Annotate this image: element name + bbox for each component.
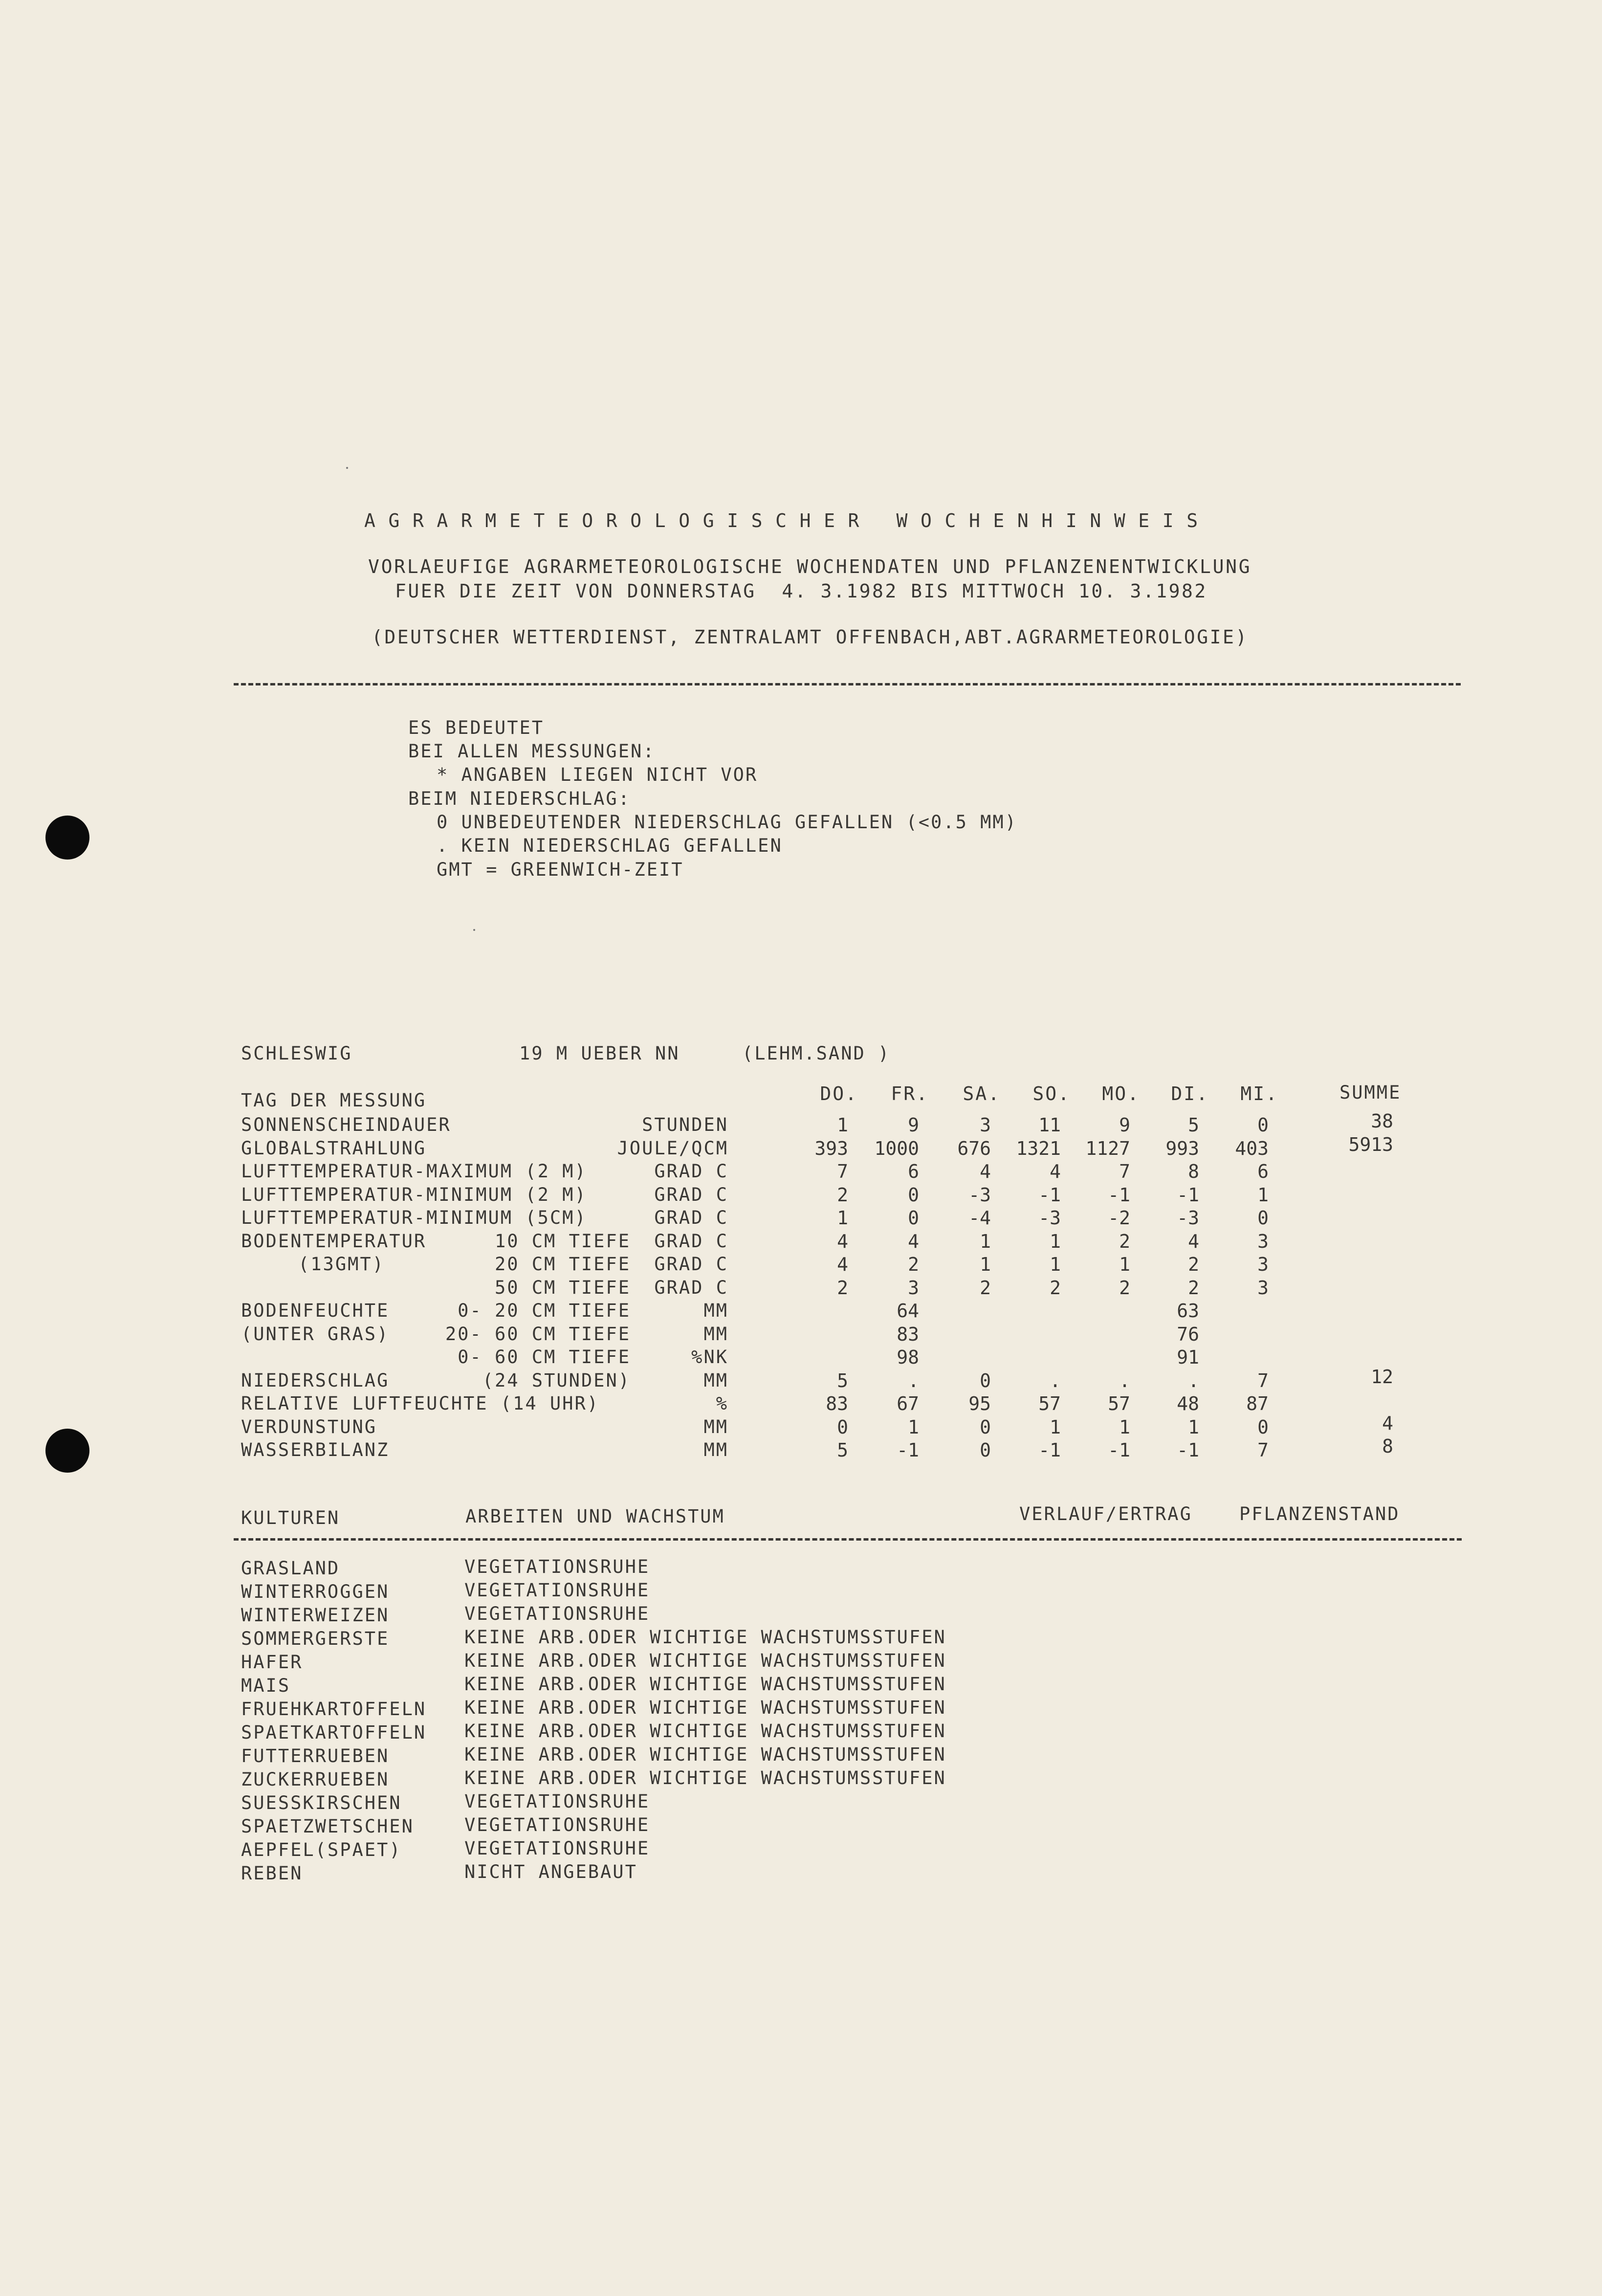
station-elevation: 19 M UEBER NN [519, 1043, 680, 1064]
measure-unit: % [716, 1393, 728, 1414]
measure-value: . [1050, 1370, 1061, 1391]
measure-value: 0 [908, 1207, 919, 1229]
legend-no-precip: . KEIN NIEDERSCHLAG GEFALLEN [437, 835, 783, 856]
measure-value: 7 [1257, 1439, 1269, 1461]
measure-value: 2 [837, 1277, 848, 1299]
crop-status: NICHT ANGEBAUT [464, 1861, 637, 1882]
measure-value: 1 [980, 1231, 991, 1252]
measure-value: 0 [1257, 1114, 1269, 1136]
crop-name: WINTERWEIZEN [241, 1605, 390, 1626]
measure-label: (13GMT) [298, 1254, 385, 1275]
legend-precip-heading: BEIM NIEDERSCHLAG: [408, 788, 631, 809]
measure-value: 57 [1038, 1393, 1061, 1414]
crop-status: VEGETATIONSRUHE [464, 1556, 650, 1577]
measure-value: -4 [968, 1207, 991, 1229]
crop-name: REBEN [241, 1863, 303, 1884]
measure-unit: GRAD C [654, 1207, 728, 1228]
measure-value: 2 [1119, 1277, 1130, 1299]
crops-col-verlauf: VERLAUF/ERTRAG [1019, 1503, 1192, 1524]
legend-heading: ES BEDEUTET [408, 717, 545, 738]
measure-value: 1 [1119, 1254, 1130, 1275]
measure-sublabel: 20- 60 CM TIEFE [445, 1324, 631, 1345]
day-header: DI. [1171, 1083, 1209, 1104]
measure-value: . [1188, 1370, 1199, 1391]
measure-sum: 5913 [1348, 1134, 1393, 1155]
measure-value: 7 [1119, 1161, 1130, 1182]
measure-value: 3 [908, 1277, 919, 1299]
measure-label: BODENTEMPERATUR [241, 1231, 427, 1252]
measure-value: 5 [837, 1439, 848, 1461]
crop-name: WINTERROGGEN [241, 1581, 390, 1602]
measure-value: 9 [908, 1114, 919, 1136]
crop-status: KEINE ARB.ODER WICHTIGE WACHSTUMSSTUFEN [464, 1627, 946, 1648]
measure-value: 7 [1257, 1370, 1269, 1391]
measure-value: 4 [980, 1161, 991, 1182]
measure-value: 1321 [1016, 1138, 1061, 1159]
measure-unit: GRAD C [654, 1231, 728, 1252]
measure-value: 2 [1050, 1277, 1061, 1299]
measure-unit: GRAD C [654, 1184, 728, 1205]
measure-value: 1 [1257, 1184, 1269, 1206]
measure-label: WASSERBILANZ [241, 1439, 390, 1460]
divider-line [234, 683, 1461, 685]
measure-value: 1 [1050, 1231, 1061, 1252]
measure-value: -1 [1038, 1184, 1061, 1206]
measure-label: SONNENSCHEINDAUER [241, 1114, 451, 1135]
measure-unit: GRAD C [654, 1161, 728, 1182]
measure-value: 98 [897, 1347, 919, 1368]
measure-value: 1 [837, 1207, 848, 1229]
measure-unit: STUNDEN [642, 1114, 728, 1135]
measure-value: 7 [837, 1161, 848, 1182]
measure-value: 0 [1257, 1416, 1269, 1438]
measure-sublabel: 20 CM TIEFE [494, 1254, 631, 1275]
crop-name: GRASLAND [241, 1558, 340, 1579]
measure-value: 87 [1246, 1393, 1269, 1414]
document-subtitle-line2: FUER DIE ZEIT VON DONNERSTAG 4. 3.1982 BIS MITTWOCH 10. 3.1982 [395, 580, 1207, 602]
measure-value: 4 [1188, 1231, 1199, 1252]
measure-value: 0 [980, 1416, 991, 1438]
crop-name: MAIS [241, 1675, 291, 1696]
measure-value: 2 [1188, 1277, 1199, 1299]
measure-value: 5 [1188, 1114, 1199, 1136]
measure-label: LUFTTEMPERATUR-MAXIMUM (2 M) [241, 1161, 587, 1182]
measure-value: 2 [837, 1184, 848, 1206]
measure-value: 1 [1050, 1416, 1061, 1438]
measure-value: 3 [1257, 1277, 1269, 1299]
measure-value: 0 [980, 1370, 991, 1391]
crop-name: HAFER [241, 1652, 303, 1673]
measure-value: -1 [1108, 1439, 1130, 1461]
measure-value: 0 [908, 1184, 919, 1206]
crop-status: VEGETATIONSRUHE [464, 1580, 650, 1601]
legend-all-measurements: BEI ALLEN MESSUNGEN: [408, 741, 656, 762]
measure-sublabel: 10 CM TIEFE [494, 1231, 631, 1252]
legend-insignificant-precip: 0 UNBEDEUTENDER NIEDERSCHLAG GEFALLEN (<0.5 MM) [437, 812, 1017, 833]
measure-value: 2 [1188, 1254, 1199, 1275]
measure-label: GLOBALSTRAHLUNG [241, 1138, 427, 1159]
measure-value: 0 [837, 1416, 848, 1438]
measure-unit: MM [703, 1324, 728, 1345]
measure-value: -3 [1177, 1207, 1199, 1229]
measure-value: 4 [1050, 1161, 1061, 1182]
measure-value: 83 [826, 1393, 848, 1414]
measure-value: 1 [1119, 1416, 1130, 1438]
measure-value: 0 [980, 1439, 991, 1461]
measure-value: 1127 [1085, 1138, 1130, 1159]
measure-unit: MM [703, 1439, 728, 1460]
punch-hole-top [45, 816, 89, 860]
measure-unit: GRAD C [654, 1254, 728, 1275]
measure-value: 9 [1119, 1114, 1130, 1136]
measure-unit: JOULE/QCM [617, 1138, 728, 1159]
day-header: DO. [820, 1083, 858, 1104]
measure-unit: MM [703, 1370, 728, 1391]
crop-name: ZUCKERRUEBEN [241, 1769, 390, 1790]
crop-status: VEGETATIONSRUHE [464, 1814, 650, 1835]
measure-value: -3 [1038, 1207, 1061, 1229]
measure-label: LUFTTEMPERATUR-MINIMUM (2 M) [241, 1184, 587, 1205]
measure-sublabel: 0- 60 CM TIEFE [458, 1347, 631, 1368]
measure-value: 1 [908, 1416, 919, 1438]
crop-status: KEINE ARB.ODER WICHTIGE WACHSTUMSSTUFEN [464, 1650, 946, 1671]
crop-status: VEGETATIONSRUHE [464, 1838, 650, 1859]
measure-value: 403 [1235, 1138, 1269, 1159]
crop-status: VEGETATIONSRUHE [464, 1603, 650, 1624]
measure-sublabel: (24 STUNDEN) [482, 1370, 631, 1391]
measure-value: 4 [837, 1254, 848, 1275]
measure-value: 5 [837, 1370, 848, 1391]
day-header: SA. [963, 1083, 1001, 1104]
measure-value: 11 [1038, 1114, 1061, 1136]
crop-name: FUTTERRUEBEN [241, 1745, 390, 1766]
measure-value: 83 [897, 1324, 919, 1345]
measure-value: 6 [908, 1161, 919, 1182]
measure-label: BODENFEUCHTE [241, 1300, 390, 1321]
measure-value: . [1119, 1370, 1130, 1391]
crop-status: VEGETATIONSRUHE [464, 1791, 650, 1812]
measure-label: NIEDERSCHLAG [241, 1370, 390, 1391]
measure-value: 57 [1108, 1393, 1130, 1414]
measure-value: . [908, 1370, 919, 1391]
crops-divider-line [234, 1538, 1462, 1541]
measure-sublabel: 0- 20 CM TIEFE [458, 1300, 631, 1321]
measure-value: 67 [897, 1393, 919, 1414]
measure-label: LUFTTEMPERATUR-MINIMUM (5CM) [241, 1207, 587, 1228]
crop-status: KEINE ARB.ODER WICHTIGE WACHSTUMSSTUFEN [464, 1674, 946, 1695]
crops-col-stand: PFLANZENSTAND [1239, 1503, 1400, 1524]
measure-unit: MM [703, 1416, 728, 1437]
measure-unit: %NK [691, 1347, 728, 1368]
document-source: (DEUTSCHER WETTERDIENST, ZENTRALAMT OFFENBACH,ABT.AGRARMETEOROLOGIE) [372, 626, 1249, 648]
crop-name: SPAETKARTOFFELN [241, 1722, 427, 1743]
measure-value: 2 [1119, 1231, 1130, 1252]
measure-label: VERDUNSTUNG [241, 1416, 377, 1437]
measure-value: -1 [1108, 1184, 1130, 1206]
measure-value: -1 [1038, 1439, 1061, 1461]
crops-col-kulturen: KULTUREN [241, 1507, 340, 1528]
measure-sum: 12 [1371, 1366, 1393, 1388]
measure-value: -2 [1108, 1207, 1130, 1229]
measure-label: (UNTER GRAS) [241, 1324, 390, 1345]
crops-col-arbeiten: ARBEITEN UND WACHSTUM [465, 1506, 725, 1527]
crop-name: FRUEHKARTOFFELN [241, 1699, 427, 1720]
crop-status: KEINE ARB.ODER WICHTIGE WACHSTUMSSTUFEN [464, 1721, 946, 1742]
measure-value: 64 [897, 1300, 919, 1322]
measure-value: 6 [1257, 1161, 1269, 1182]
measure-value: 2 [908, 1254, 919, 1275]
crop-status: KEINE ARB.ODER WICHTIGE WACHSTUMSSTUFEN [464, 1767, 946, 1788]
measure-value: 1 [1050, 1254, 1061, 1275]
measure-sublabel: 50 CM TIEFE [494, 1277, 631, 1298]
measure-sum: 38 [1371, 1110, 1393, 1132]
measure-value: 993 [1165, 1138, 1199, 1159]
measure-value: 4 [837, 1231, 848, 1252]
measure-value: 1000 [874, 1138, 919, 1159]
paper-speck [473, 929, 475, 931]
document-subtitle-line1: VORLAEUFIGE AGRARMETEOROLOGISCHE WOCHENDATEN UND PFLANZENENTWICKLUNG [368, 556, 1252, 577]
day-header: SO. [1032, 1083, 1071, 1104]
crop-name: SUESSKIRSCHEN [241, 1792, 402, 1813]
measure-unit: GRAD C [654, 1277, 728, 1298]
measure-value: -3 [968, 1184, 991, 1206]
station-name: SCHLESWIG [241, 1043, 352, 1064]
day-header: FR. [891, 1083, 929, 1104]
measure-value: 1 [1188, 1416, 1199, 1438]
legend-not-available: * ANGABEN LIEGEN NICHT VOR [437, 764, 758, 785]
measure-value: 1 [980, 1254, 991, 1275]
measure-value: 3 [1257, 1231, 1269, 1252]
crop-name: SOMMERGERSTE [241, 1628, 390, 1649]
measure-value: 8 [1188, 1161, 1199, 1182]
crop-name: SPAETZWETSCHEN [241, 1816, 414, 1837]
measure-value: -1 [1177, 1439, 1199, 1461]
measure-sum: 8 [1382, 1435, 1393, 1457]
measure-value: 2 [980, 1277, 991, 1299]
measure-value: -1 [1177, 1184, 1199, 1206]
station-soil: (LEHM.SAND ) [742, 1043, 891, 1064]
crop-status: KEINE ARB.ODER WICHTIGE WACHSTUMSSTUFEN [464, 1744, 946, 1765]
day-header: MO. [1102, 1083, 1140, 1104]
measure-value: 91 [1177, 1347, 1199, 1368]
measure-sum: 4 [1382, 1413, 1393, 1434]
sum-header: SUMME [1339, 1082, 1402, 1103]
paper-speck [346, 467, 348, 469]
day-header: MI. [1240, 1083, 1278, 1104]
document-title: AGRARMETEOROLOGISCHER WOCHENHINWEIS [364, 510, 1211, 531]
measure-value: 4 [908, 1231, 919, 1252]
crop-status: KEINE ARB.ODER WICHTIGE WACHSTUMSSTUFEN [464, 1697, 946, 1718]
measure-value: 3 [1257, 1254, 1269, 1275]
measure-unit: MM [703, 1300, 728, 1321]
measure-value: 76 [1177, 1324, 1199, 1345]
measure-value: 676 [957, 1138, 991, 1159]
measure-value: 63 [1177, 1300, 1199, 1322]
measure-value: 95 [968, 1393, 991, 1414]
measure-value: 48 [1177, 1393, 1199, 1414]
measure-label: RELATIVE LUFTFEUCHTE (14 UHR) [241, 1393, 600, 1414]
measure-value: 393 [814, 1138, 848, 1159]
measure-value: 0 [1257, 1207, 1269, 1229]
legend-gmt: GMT = GREENWICH-ZEIT [437, 859, 684, 880]
measure-value: -1 [897, 1439, 919, 1461]
day-header-label: TAG DER MESSUNG [241, 1090, 427, 1111]
measure-value: 3 [980, 1114, 991, 1136]
crop-name: AEPFEL(SPAET) [241, 1839, 402, 1860]
measure-value: 1 [837, 1114, 848, 1136]
